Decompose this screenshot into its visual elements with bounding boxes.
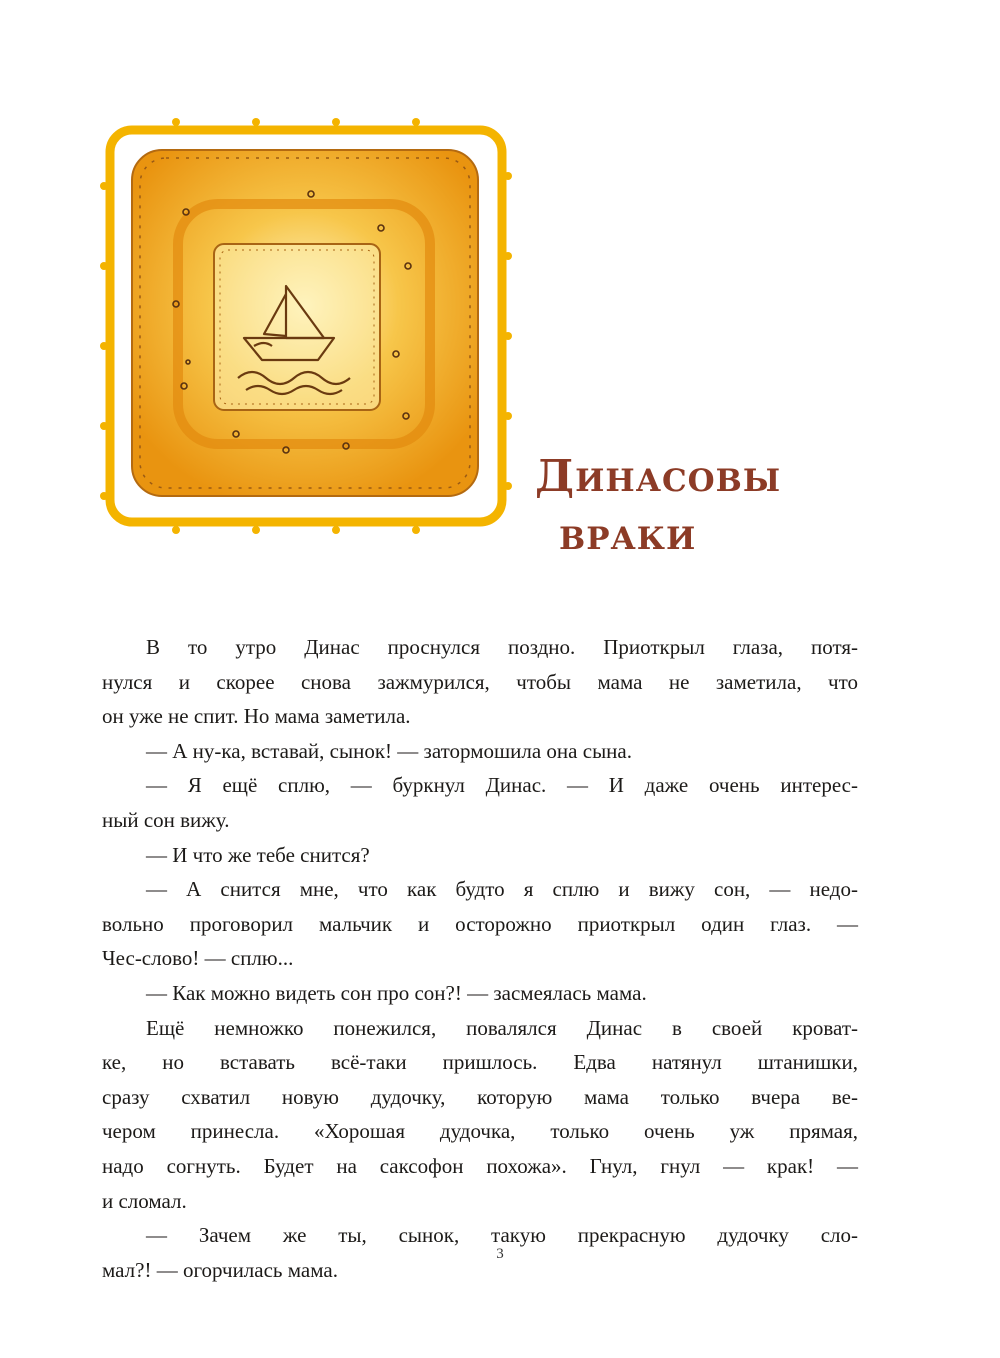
story-line: Чес-слово! — сплю... — [102, 946, 294, 971]
story-line: нулся и скорее снова зажмурился, чтобы мама не заметила, что — [102, 669, 858, 694]
story-line: ный сон вижу. — [102, 807, 230, 832]
story-line: В то утро Динас проснулся поздно. Приоткрыл глаза, потя- — [146, 635, 858, 659]
story-line: Ещё немножко понежился, повалялся Динас в своей кроват- — [146, 1015, 858, 1040]
story-text — [102, 630, 858, 1287]
page-number: 3 — [496, 1246, 504, 1262]
story-line: надо согнуть. Будет на саксофон похожа». Гнул, гнул — крак! — — [102, 1153, 858, 1178]
story-line: — А ну-ка, вставай, сынок! — затормошила она сына. — [146, 738, 632, 763]
chapter-title — [535, 448, 865, 564]
story-line: вольно проговорил мальчик и осторожно приоткрыл один глаз. — — [102, 911, 858, 936]
chapter-title-line-1: Динасовы — [535, 451, 782, 502]
story-line: чером принесла. «Хорошая дудочка, только очень уж прямая, — [102, 1119, 858, 1144]
story-line: сразу схватил новую дудочку, которую мама только вчера ве- — [102, 1084, 858, 1109]
story-line: ке, но вставать всё-таки пришлось. Едва натянул штанишки, — [102, 1050, 858, 1075]
chapter-illustration — [96, 116, 516, 536]
story-line: и сломал. — [102, 1188, 187, 1213]
story-line: — А снится мне, что как будто я сплю и вижу сон, — недо- — [146, 877, 858, 902]
story-line: он уже не спит. Но мама заметила. — [102, 704, 411, 729]
story-line: — И что же тебе снится? — [146, 842, 370, 867]
chapter-title-line-2: враки — [559, 509, 697, 560]
story-line: — Зачем же ты, сынок, такую прекрасную дудочку сло- — [146, 1223, 858, 1248]
center-panel — [214, 244, 380, 410]
story-line: — Я ещё сплю, — буркнул Динас. — И даже очень интерес- — [146, 773, 858, 798]
story-line: мал?! — огорчилась мама. — [102, 1257, 338, 1282]
story-line: — Как можно видеть сон про сон?! — засмеялась мама. — [146, 980, 647, 1005]
